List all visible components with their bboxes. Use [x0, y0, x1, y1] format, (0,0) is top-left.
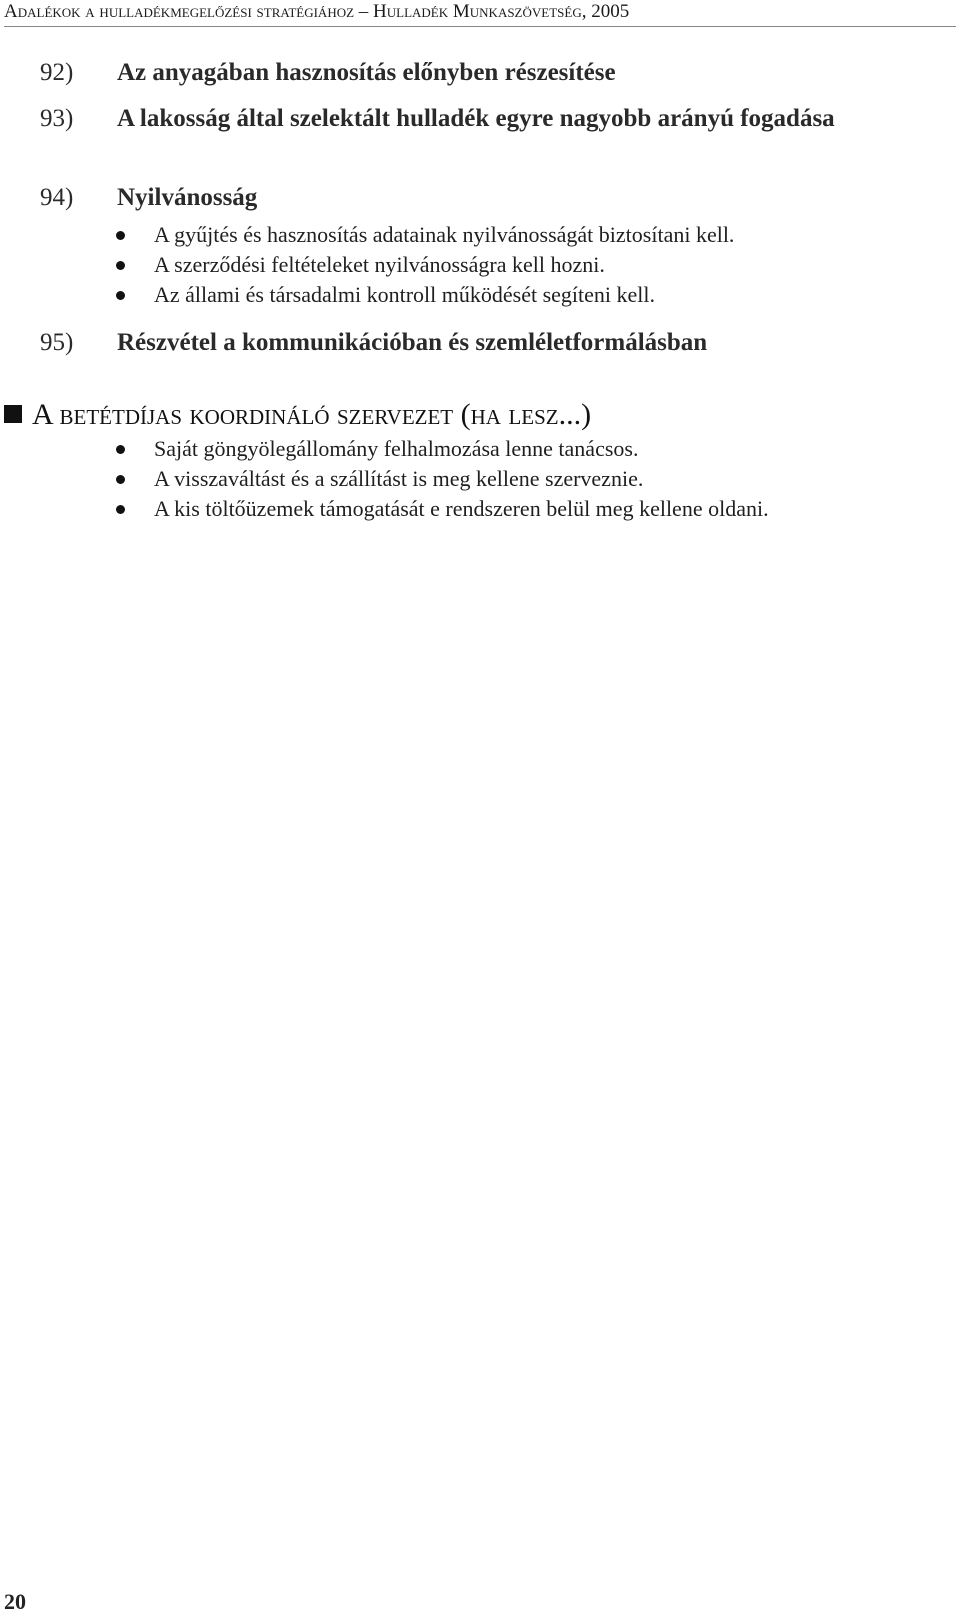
bullet-item [116, 221, 734, 249]
running-header-title: Adalékok a hulladékmegelőzési stratégiához – Hulladék Munkaszövetség, 2005 [4, 1, 630, 22]
list-item [40, 326, 897, 360]
section-heading-text: A betétdíjas koordináló szervezet (ha lesz...) [32, 398, 592, 431]
square-bullet-icon [4, 405, 22, 423]
bullet-icon [116, 505, 125, 514]
list-item [40, 56, 897, 90]
item-number: 94) [40, 184, 74, 211]
bullet-icon [116, 261, 125, 270]
bullet-icon [116, 475, 125, 484]
item-title: A lakosság által szelektált hulladék egyre nagyobb arányú fogadása [117, 105, 835, 132]
bullet-item [116, 435, 638, 463]
item-title: Nyilvánosság [117, 184, 258, 211]
bullet-text: A gyűjtés és hasznosítás adatainak nyilvánosságát biztosítani kell. [154, 222, 735, 247]
bullet-text: A szerződési feltételeket nyilvánosságra kell hozni. [154, 252, 605, 277]
page-number: 20 [4, 1589, 26, 1614]
item-number: 93) [40, 105, 74, 132]
list-item [40, 102, 897, 136]
item-title: Az anyagában hasznosítás előnyben részesítése [117, 59, 616, 86]
bullet-item [116, 495, 769, 523]
bullet-icon [116, 445, 125, 454]
bullet-text: A kis töltőüzemek támogatását e rendszeren belül meg kellene oldani. [154, 496, 769, 521]
bullet-icon [116, 231, 125, 240]
bullet-text: Az állami és társadalmi kontroll működését segíteni kell. [154, 282, 655, 307]
item-number: 92) [40, 59, 74, 86]
bullet-item [116, 281, 655, 309]
bullet-icon [116, 291, 125, 300]
running-header [4, 0, 956, 27]
item-title: Részvétel a kommunikációban és szemléletformálásban [117, 329, 708, 356]
item-number: 95) [40, 329, 74, 356]
bullet-item [116, 251, 605, 279]
bullet-item [116, 465, 643, 493]
bullet-text: Saját göngyölegállomány felhalmozása lenne tanácsos. [154, 436, 639, 461]
list-item [40, 181, 897, 215]
bullet-text: A visszaváltást és a szállítást is meg kellene szerveznie. [154, 466, 644, 491]
section-heading [4, 398, 591, 432]
